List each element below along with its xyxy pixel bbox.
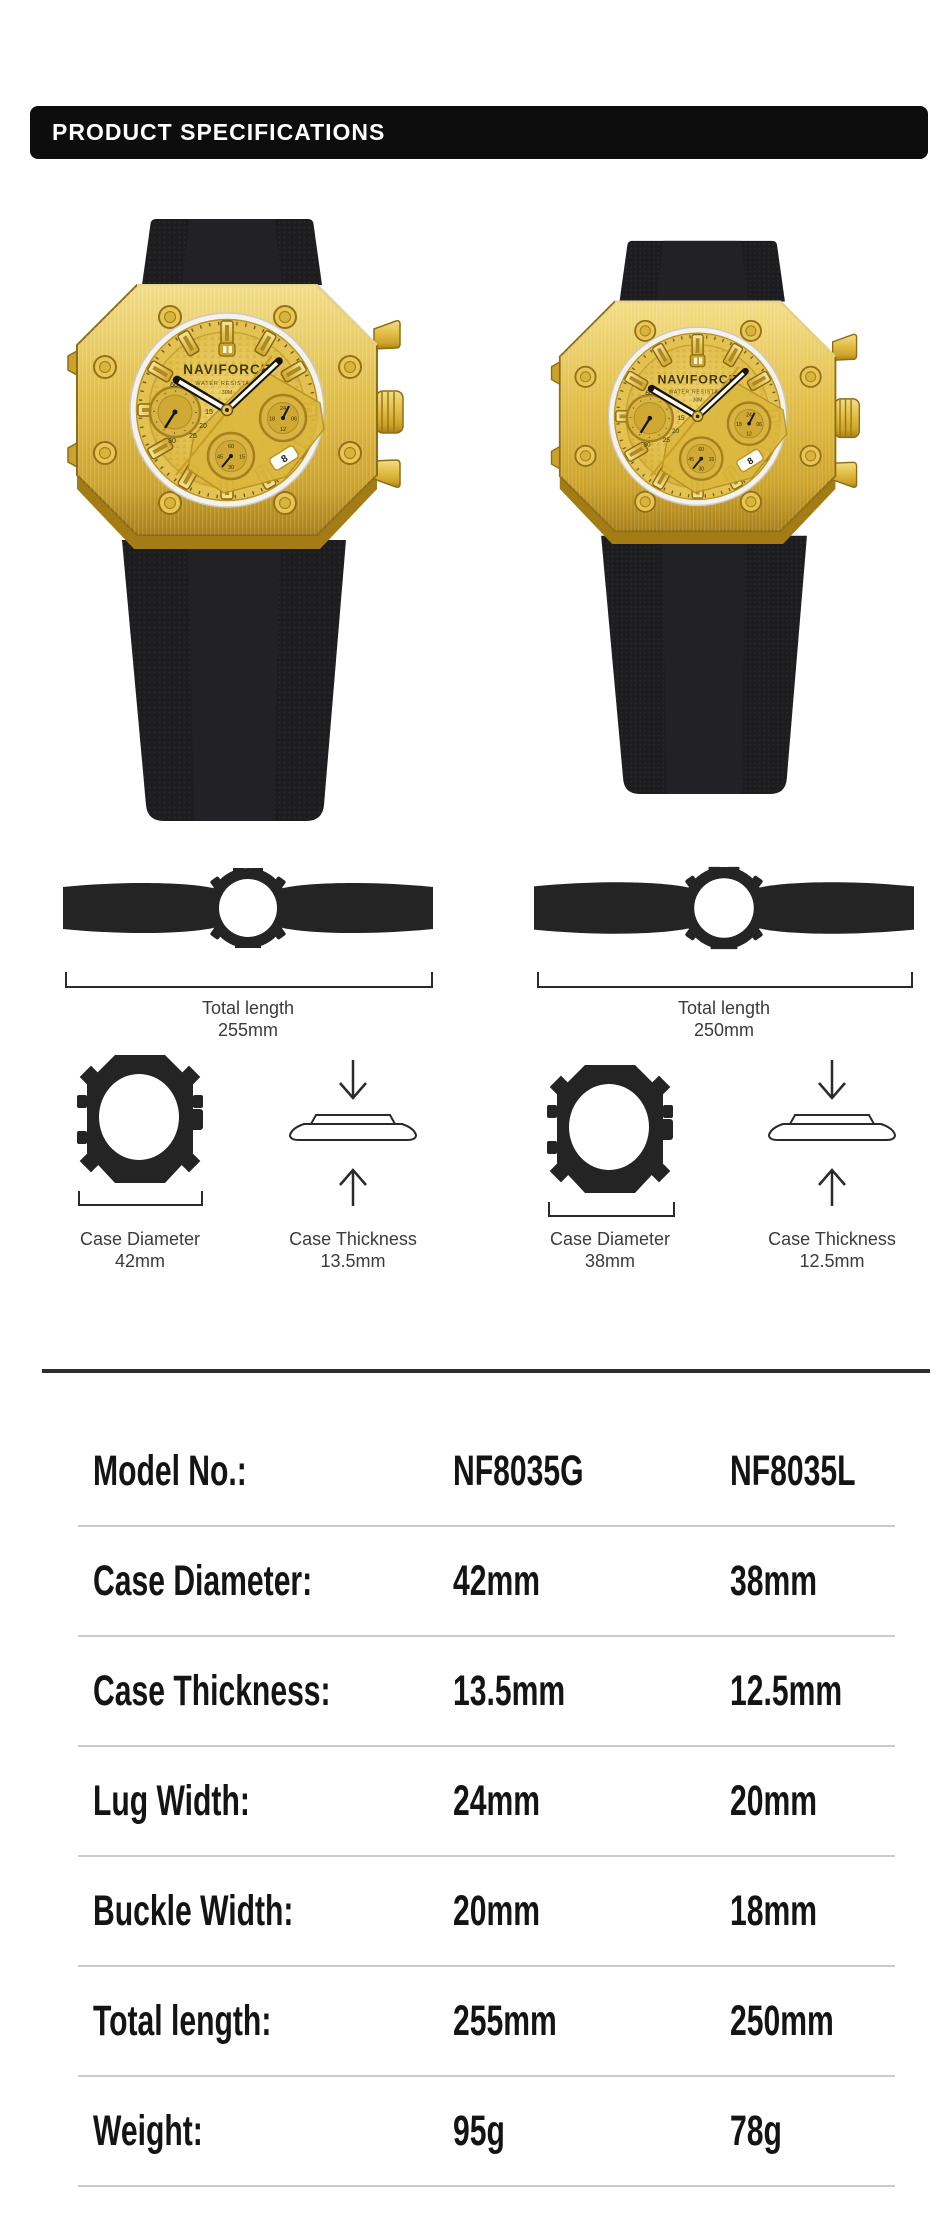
row-value-g: 95g [453, 2107, 505, 2155]
row-value-g: 255mm [453, 1997, 557, 2045]
page-title: PRODUCT SPECIFICATIONS [52, 119, 386, 145]
table-top-rule [42, 1369, 930, 1373]
case-diameter-label: Case Diameter [79, 1229, 201, 1249]
case-thickness-value: 13.5mm [320, 1251, 386, 1271]
table-divider [78, 2185, 895, 2187]
row-label: Case Thickness: [93, 1667, 331, 1715]
row-label: Case Diameter: [93, 1557, 313, 1605]
case-thickness-icon [767, 1058, 897, 1208]
row-value-l: 12.5mm [730, 1667, 843, 1715]
row-value-g: 24mm [453, 1777, 541, 1825]
row-label: Total length: [93, 1997, 272, 2045]
case-diameter-icon [547, 1060, 673, 1198]
diameter-bracket-left [78, 1191, 203, 1206]
total-length-label: Total length [677, 998, 771, 1018]
table-divider [78, 1745, 895, 1747]
total-length-label: Total length [201, 998, 295, 1018]
total-length-value: 250mm [693, 1020, 755, 1040]
row-label: Buckle Width: [93, 1887, 294, 1935]
watch-photo-small [546, 237, 863, 807]
total-length-value: 255mm [217, 1020, 279, 1040]
length-bracket-left [65, 972, 433, 988]
table-divider [78, 1635, 895, 1637]
row-value-l: 18mm [730, 1887, 818, 1935]
row-value-g: 42mm [453, 1557, 541, 1605]
row-value-l: 38mm [730, 1557, 818, 1605]
section-header-banner [30, 106, 928, 159]
row-value-l: NF8035L [730, 1447, 856, 1495]
strap-profile-silhouette-right [534, 866, 914, 950]
case-diameter-label: Case Diameter [549, 1229, 671, 1249]
diameter-bracket-right [548, 1202, 675, 1217]
row-value-g: 20mm [453, 1887, 541, 1935]
case-diameter-value: 38mm [584, 1251, 635, 1271]
total-length-caption-left [63, 997, 433, 1041]
table-divider [78, 2075, 895, 2077]
row-value-l: 20mm [730, 1777, 818, 1825]
case-diameter-caption-right [527, 1228, 693, 1272]
row-value-g: 13.5mm [453, 1667, 566, 1715]
case-diameter-icon [77, 1053, 203, 1185]
table-divider [78, 1965, 895, 1967]
case-thickness-caption-left [270, 1228, 436, 1272]
case-thickness-value: 12.5mm [799, 1251, 865, 1271]
case-diameter-caption-left [57, 1228, 223, 1272]
case-thickness-label: Case Thickness [289, 1229, 417, 1249]
watch-photo-large [62, 215, 407, 835]
total-length-caption-right [534, 997, 914, 1041]
strap-profile-silhouette-left [63, 868, 433, 948]
table-divider [78, 1525, 895, 1527]
case-thickness-label: Case Thickness [768, 1229, 896, 1249]
case-diameter-value: 42mm [114, 1251, 165, 1271]
case-thickness-caption-right [749, 1228, 915, 1272]
row-value-l: 250mm [730, 1997, 834, 2045]
row-label: Lug Width: [93, 1777, 250, 1825]
row-value-g: NF8035G [453, 1447, 584, 1495]
table-divider [78, 1855, 895, 1857]
case-thickness-icon [288, 1058, 418, 1208]
row-label: Model No.: [93, 1447, 247, 1495]
length-bracket-right [537, 972, 913, 988]
row-value-l: 78g [730, 2107, 782, 2155]
row-label: Weight: [93, 2107, 203, 2155]
